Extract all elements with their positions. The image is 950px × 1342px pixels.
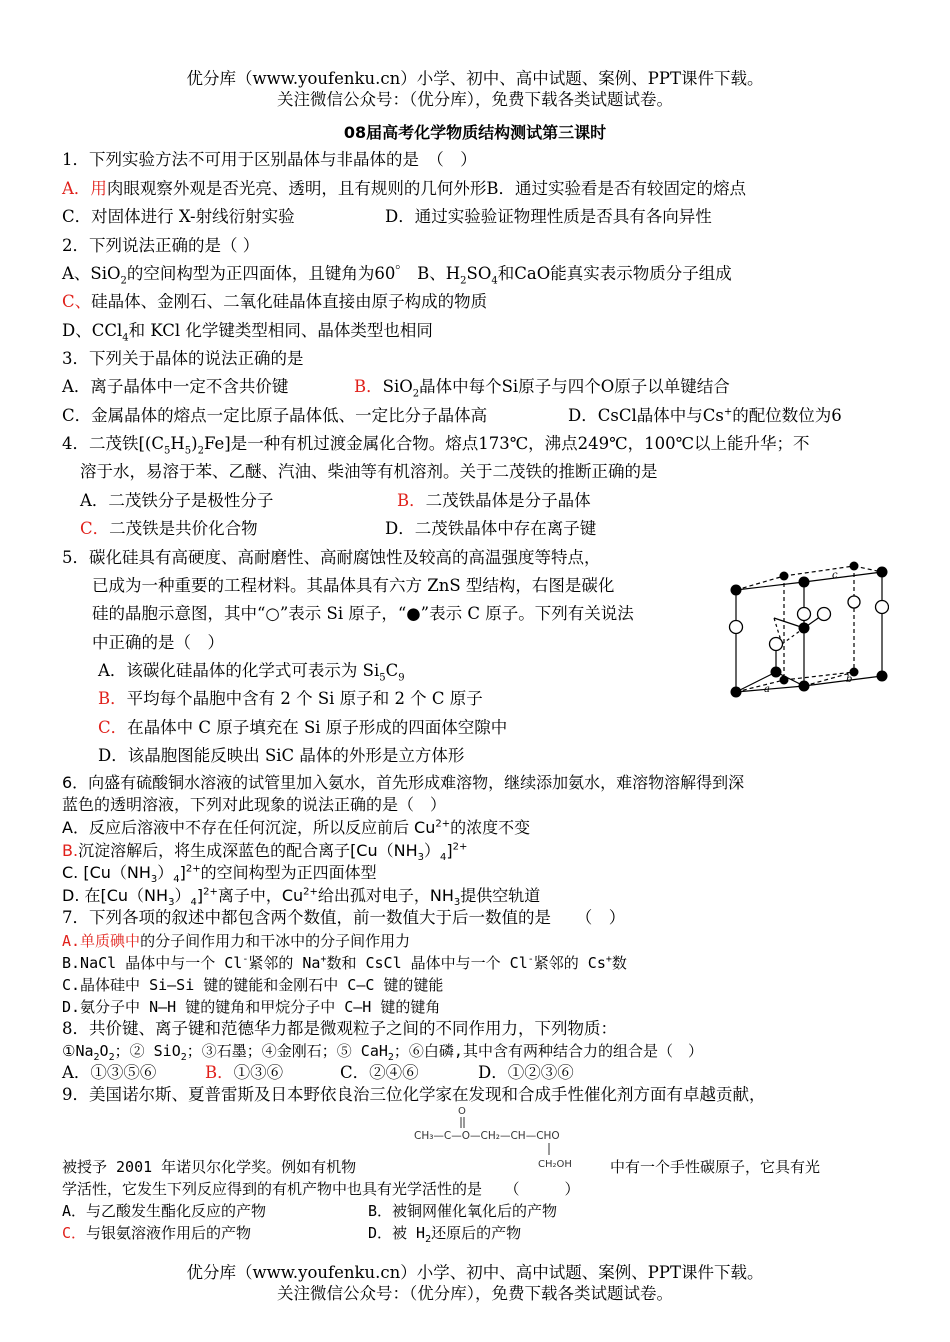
q6-c-part3: ] (179, 863, 186, 882)
q7-option-a (62, 930, 410, 952)
q8-l2-sub4: 2 (387, 1052, 394, 1063)
q3-d-part1: D．CsCl晶体中与Cs (568, 406, 724, 425)
formula-main: CH₃—C—O—CH₂—CH—CHO (414, 1130, 560, 1142)
q5-stem-line3: 硅的晶胞示意图，其中“○”表示 Si 原子，“●”表示 C 原子。下列有关说法 (92, 604, 634, 623)
q2-b-sub2: 2 (460, 275, 467, 287)
q3-stem: 3．下列关于晶体的说法正确的是 (62, 349, 304, 368)
q1-options-ab (62, 178, 746, 200)
q4-option-b (397, 490, 591, 512)
q8-option-c: C．②④⑥ (340, 1063, 419, 1082)
q7-b-sup1: - (242, 954, 249, 965)
q2-a-sub: 2 (120, 275, 127, 287)
q6-b-sup: 2+ (452, 841, 468, 853)
q6-option-c (62, 862, 377, 884)
q5-a-part1: A．该碳化硅晶体的化学式可表示为 Si (98, 661, 380, 680)
q6-b-part2: ） (424, 841, 441, 860)
q8-b-text: ①③⑥ (233, 1063, 284, 1082)
q4-b-text: 二茂铁晶体是分子晶体 (425, 491, 591, 510)
q2-b-sub4: 4 (491, 275, 498, 287)
q2-d-part2: 和 KCl 化学键类型相同、晶体类型也相同 (128, 321, 433, 340)
q6-c-part1: C. [Cu（NH (62, 863, 151, 882)
q4-option-c (80, 518, 258, 540)
q2-a-part4: 和CaO能真实表示物质分子组成 (497, 264, 732, 283)
q9-d-sub: 2 (425, 1234, 432, 1245)
q2-d-sub: 4 (122, 332, 129, 344)
q3-b-sub: 2 (412, 388, 420, 400)
q5-c-label: C． (98, 718, 128, 737)
q4-c-text: 二茂铁是共价化合物 (109, 519, 258, 538)
q7-option-b (62, 952, 627, 974)
q6-option-a (62, 817, 530, 839)
q4-stem-sub2: 2 (197, 445, 204, 457)
formula-sub: CH₂OH (538, 1159, 572, 1170)
q7-b-sup2: + (320, 954, 327, 965)
q4-stem-line1 (62, 433, 810, 455)
q3-option-a: A．离子晶体中一定不含共价键 (62, 377, 289, 396)
q5-b-text: 平均每个晶胞中含有 2 个 Si 原子和 2 个 C 原子 (126, 689, 483, 708)
q3-b-part2: 晶体中每个Si原子与四个O原子以单键结合 (419, 377, 730, 396)
q4-stem-line2: 溶于水，易溶于苯、乙醚、汽油、柴油等有机溶剂。关于二茂铁的推断正确的是 (80, 462, 658, 481)
q5-c-text: 在晶体中 C 原子填充在 Si 原子形成的四面体空隙中 (127, 718, 508, 737)
q8-option-d: D．①②③⑥ (478, 1063, 574, 1082)
q8-l2-part1: ①Na (62, 1042, 94, 1060)
q8-l2-part3: ；② SiO (114, 1042, 181, 1060)
fig-label-a: a (764, 684, 770, 695)
q8-l2-part5: ；⑥白磷,其中含有两种结合力的组合是（ ） (393, 1042, 703, 1060)
q6-a-sup: 2+ (435, 818, 451, 830)
q4-stem-part3: ) (191, 434, 198, 453)
q2-a-part3: SO (466, 264, 492, 283)
q9-stem-line1: 9．美国诺尔斯、夏普雷斯及日本野依良治三位化学家在发现和合成手性催化剂方面有卓越贡献， (62, 1085, 766, 1104)
q5-stem-line1: 5．碳化硅具有高硬度、高耐磨性、高耐腐蚀性及较高的高温强度等特点， (62, 548, 601, 567)
q9-stem-line3: 学活性，它发生下列反应得到的有机产物中也具有光学活性的是 （ ） (62, 1180, 580, 1198)
q9-d-part1: D．被 H (368, 1224, 426, 1242)
q8-option-b (205, 1062, 283, 1084)
q8-l2-sub2: 2 (108, 1052, 115, 1063)
q4-stem-sub5a: 5 (164, 445, 171, 457)
q3-d-sup: + (723, 406, 733, 418)
q5-option-a (98, 660, 405, 682)
q9-option-a: A．与乙酸发生酯化反应的产物 (62, 1202, 267, 1220)
q8-l2-sub3: 2 (180, 1052, 187, 1063)
q9-d-part2: 还原后的产物 (431, 1224, 522, 1242)
q6-d-part2: ） (174, 886, 191, 905)
q1-option-c: C．对固体进行 X-射线衍射实验 (62, 207, 295, 226)
q8-l2-sub1: 2 (93, 1052, 100, 1063)
q8-l2-part2: O (99, 1042, 109, 1060)
q9-c-label: C． (62, 1224, 87, 1242)
q6-b-part3: ] (446, 841, 453, 860)
q5-option-b (98, 688, 483, 710)
q6-c-sup: 2+ (185, 863, 201, 875)
q1-a-text: 肉眼观察外观是否光亮、透明，且有规则的几何外形B．通过实验看是否有较固定的熔点 (106, 179, 747, 198)
q7-option-d: D.氨分子中 N—H 键的键角和甲烷分子中 C—H 键的键角 (62, 998, 441, 1016)
q3-option-c: C．金属晶体的熔点一定比原子晶体低、一定比分子晶体高 (62, 406, 488, 425)
q4-option-d: D．二茂铁晶体中存在离子键 (385, 519, 597, 538)
q6-d-part1: D. 在[Cu（NH (62, 886, 169, 905)
q4-stem-part2: H (170, 434, 185, 453)
q2-c-text: 硅晶体、金刚石、二氧化硅晶体直接由原子构成的物质 (91, 292, 488, 311)
q6-d-sup2: 2+ (303, 886, 318, 898)
header-line-1: 优分库（www.youfenku.cn）小学、初中、高中试题、案例、PPT课件下载。 (186, 69, 764, 88)
fig-label-c: c (832, 570, 838, 581)
q6-a-part1: A．反应后溶液中不存在任何沉淀，所以反应前后 Cu (62, 818, 436, 837)
q5-a-part2: C (385, 661, 399, 680)
q2-options-ab (62, 263, 732, 285)
q8-substances (62, 1040, 703, 1062)
q9-c-text: 与银氨溶液作用后的产物 (86, 1224, 252, 1242)
q3-option-d (568, 405, 842, 427)
q2-c-label: C、 (62, 292, 92, 311)
q9-option-d (368, 1222, 521, 1244)
q6-d-part4: 离子中，Cu (217, 886, 304, 905)
q6-stem-line2: 蓝色的透明溶液，下列对此现象的说法正确的是（ ） (62, 795, 447, 814)
q2-a-part2: 的空间构型为正四面体，且键角为60゜ B、H (126, 264, 461, 283)
q1-stem: 1．下列实验方法不可用于区别晶体与非晶体的是 （ ） (62, 150, 477, 169)
q5-a-sub5: 5 (379, 672, 386, 684)
q2-a-part1: A、SiO (62, 264, 121, 283)
footer-line-1: 优分库（www.youfenku.cn）小学、初中、高中试题、案例、PPT课件下载。 (186, 1263, 764, 1282)
q9-option-c (62, 1222, 251, 1244)
q6-b-label: B. (62, 841, 79, 860)
q6-option-b (62, 840, 467, 862)
q6-d-sup1: 2+ (203, 886, 218, 898)
q6-d-part3: ] (196, 886, 204, 905)
q4-b-label: B． (397, 491, 426, 510)
q6-option-d (62, 885, 540, 907)
sic-unit-cell-figure (724, 552, 889, 707)
q6-d-part5: 给出孤对电子，NH (317, 886, 454, 905)
q6-c-sub4: 4 (173, 874, 180, 886)
q4-stem-sub5b: 5 (184, 445, 192, 457)
q6-b-part1: 沉淀溶解后，将生成深蓝色的配合离子[Cu（NH (78, 841, 418, 860)
q4-option-a: A．二茂铁分子是极性分子 (80, 491, 274, 510)
q1-a-label: A．用 (62, 179, 107, 198)
formula-o: O (458, 1106, 466, 1117)
q6-b-sub3: 3 (417, 852, 424, 864)
q3-option-b (354, 376, 730, 398)
q2-option-d (62, 320, 433, 342)
q9-stem-line2b: 中有一个手性碳原子，它具有光 (610, 1158, 821, 1176)
q5-a-sub9: 9 (398, 672, 405, 684)
q5-stem-line4: 中正确的是（ ） (92, 633, 224, 652)
q6-d-sub3b: 3 (453, 897, 461, 909)
q6-d-sub3a: 3 (168, 897, 175, 909)
q5-b-label: B． (98, 689, 127, 708)
q7-option-c: C.晶体硅中 Si—Si 键的键能和金刚石中 C—C 键的键能 (62, 976, 444, 994)
q2-d-part1: D、CCl (62, 321, 123, 340)
q4-c-label: C． (80, 519, 110, 538)
q6-c-sub3: 3 (150, 874, 158, 886)
q7-b-sup4: + (605, 954, 612, 965)
q3-b-part1: SiO (382, 377, 413, 396)
q9-stem-line2a: 被授予 2001 年诺贝尔化学奖。例如有机物 (62, 1158, 357, 1176)
q3-b-label: B． (354, 377, 383, 396)
q7-b-part4: 紧邻的 Cs (533, 954, 606, 972)
q7-a-label: A.单质碘中 (62, 932, 141, 950)
q7-b-part5: 数 (611, 954, 627, 972)
q7-b-part1: B.NaCl 晶体中与一个 Cl (62, 954, 243, 972)
q6-d-sub4: 4 (190, 897, 197, 909)
footer-line-2: 关注微信公众号：（优分库），免费下载各类试题试卷。 (277, 1284, 673, 1303)
q7-b-part2: 紧邻的 Na (248, 954, 321, 972)
header-line-2: 关注微信公众号：（优分库），免费下载各类试题试卷。 (277, 90, 673, 109)
q3-d-part2: 的配位数位为6 (732, 406, 842, 425)
q8-option-a: A．①③⑤⑥ (62, 1063, 157, 1082)
q5-stem-line2: 已成为一种重要的工程材料。其晶体具有六方 ZnS 型结构，右图是碳化 (92, 576, 615, 595)
q9-option-b: B．被铜网催化氧化后的产物 (368, 1202, 558, 1220)
q7-b-part3: 数和 CsCl 晶体中与一个 Cl (326, 954, 528, 972)
fig-label-b: b (846, 674, 853, 685)
q4-stem-part4: Fe]是一种有机过渡金属化合物。熔点173℃，沸点249℃，100℃以上能升华；不 (203, 434, 810, 453)
q6-stem-line1: 6．向盛有硫酸铜水溶液的试管里加入氨水，首先形成难溶物，继续添加氨水，难溶物溶解得到深 (62, 773, 745, 792)
q2-stem: 2．下列说法正确的是（ ） (62, 236, 260, 255)
q8-b-label: B． (205, 1063, 234, 1082)
q5-option-d: D．该晶胞图能反映出 SiC 晶体的外形是立方体形 (98, 746, 465, 765)
q7-b-sup3: - (527, 954, 534, 965)
q5-option-c (98, 717, 507, 739)
q6-d-part6: 提供空轨道 (460, 886, 541, 905)
q8-stem: 8．共价键、离子键和范德华力都是微观粒子之间的不同作用力，下列物质： (62, 1019, 617, 1038)
q7-stem: 7．下列各项的叙述中都包含两个数值，前一数值大于后一数值的是 （ ） (62, 908, 626, 927)
q7-a-text: 的分子间作用力和干冰中的分子间作用力 (140, 932, 411, 950)
q8-l2-part4: ；③石墨；④金刚石；⑤ CaH (186, 1042, 388, 1060)
page-title: 08届高考化学物质结构测试第三课时 (343, 123, 607, 142)
q6-a-part2: 的浓度不变 (450, 818, 531, 837)
q6-c-part4: 的空间构型为正四面体型 (200, 863, 377, 882)
q6-c-part2: ） (157, 863, 174, 882)
q4-stem-part1: 4．二茂铁[(C (62, 434, 164, 453)
q6-b-sub4: 4 (440, 852, 447, 864)
q1-option-d: D．通过实验验证物理性质是否具有各向异性 (385, 207, 712, 226)
organic-formula-figure (414, 1103, 614, 1173)
q2-option-c (62, 291, 487, 313)
